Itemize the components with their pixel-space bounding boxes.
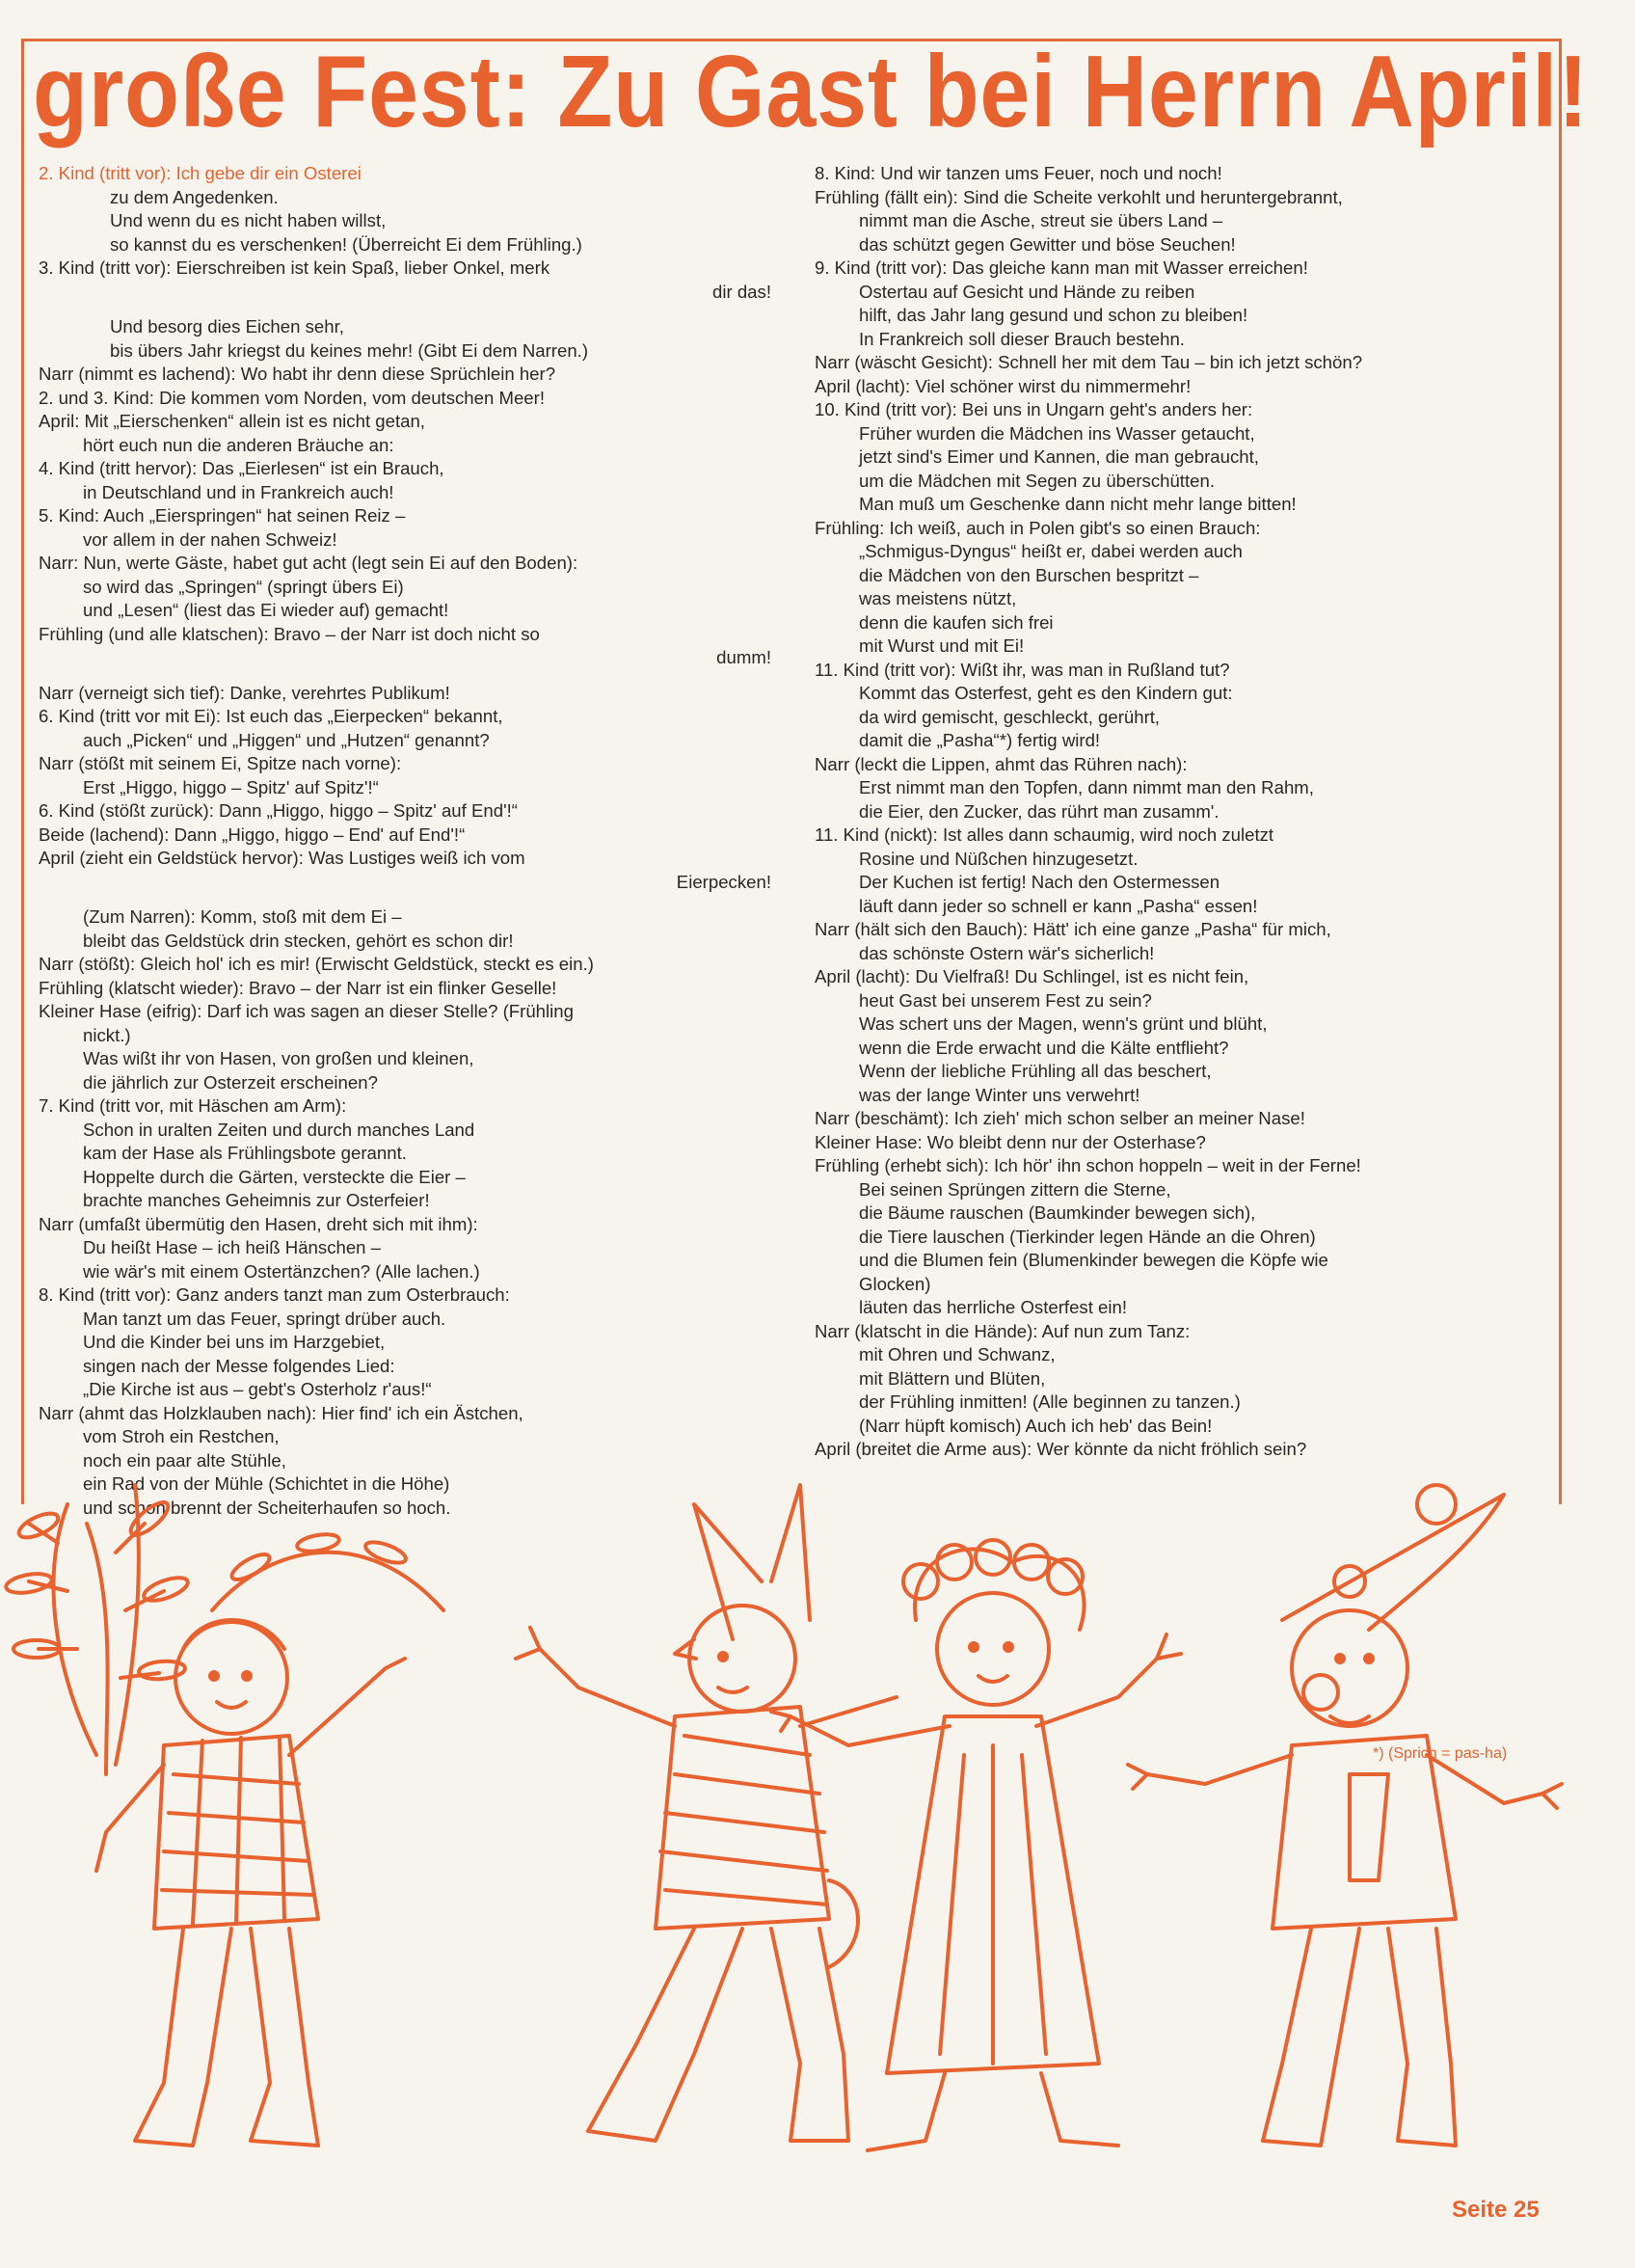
text-line: bis übers Jahr kriegst du keines mehr! (Gibt Ei dem Narren.) (110, 339, 589, 361)
text-line: läuft dann jeder so schnell er kann „Pasha“ essen! (859, 895, 1258, 916)
text-line: In Frankreich soll dieser Brauch bestehn. (859, 328, 1185, 349)
text-line: 3. Kind (tritt vor): Eierschreiben ist kein Spaß, lieber Onkel, merk (39, 257, 550, 278)
text-line: (Zum Narren): Komm, stoß mit dem Ei – (83, 906, 402, 927)
text-line: Narr (wäscht Gesicht): Schnell her mit dem Tau – bin ich jetzt schön? (815, 352, 1363, 372)
text-line: hilft, das Jahr lang gesund und schon zu bleiben! (859, 305, 1248, 325)
text-line: die Bäume rauschen (Baumkinder bewegen sich), (859, 1202, 1256, 1223)
spacer (39, 894, 771, 905)
spacer (39, 304, 771, 315)
text-line: und die Blumen fein (Blumenkinder bewegen die Köpfe wie (859, 1250, 1328, 1270)
page-number: Seite 25 (1452, 2197, 1540, 2223)
text-line: 8. Kind: Und wir tanzen ums Feuer, noch und noch! (815, 163, 1222, 183)
text-line: da wird gemischt, geschleckt, gerührt, (859, 706, 1161, 727)
text-line: mit Blättern und Blüten, (859, 1367, 1046, 1389)
text-line: Bei seinen Sprüngen zittern die Sterne, (859, 1178, 1171, 1200)
text-line: damit die „Pasha“*) fertig wird! (859, 730, 1101, 750)
text-line: Frühling (erhebt sich): Ich hör' ihn schon hoppeln – weit in der Ferne! (815, 1155, 1361, 1175)
text-line: Eierpecken! (676, 871, 771, 892)
text-line: Frühling: Ich weiß, auch in Polen gibt's so einen Brauch: (815, 517, 1261, 538)
text-line: April (lacht): Du Vielfraß! Du Schlingel, ist es nicht fein, (815, 966, 1249, 986)
text-line: Narr (umfaßt übermütig den Hasen, dreht sich mit ihm): (39, 1213, 478, 1234)
text-line: Und wenn du es nicht haben willst, (110, 210, 387, 230)
text-line: 2. und 3. Kind: Die kommen vom Norden, vom deutschen Meer! (39, 387, 546, 408)
text-line: Narr (klatscht in die Hände): Auf nun zum Tanz: (815, 1320, 1191, 1341)
spacer (39, 670, 771, 682)
text-line: 4. Kind (tritt hervor): Das „Eierlesen“ ist ein Brauch, (39, 458, 444, 478)
text-line: Früher wurden die Mädchen ins Wasser getaucht, (859, 422, 1255, 444)
text-line: April (lacht): Viel schöner wirst du nimmermehr! (815, 375, 1192, 396)
text-line: dir das! (712, 281, 771, 302)
tree-child-figure (5, 1485, 443, 2146)
text-line: Und besorg dies Eichen sehr, (110, 316, 344, 337)
text-line: jetzt sind's Eimer und Kannen, die man gebraucht, (859, 446, 1259, 467)
text-line: Was schert uns der Magen, wenn's grünt und blüht, (859, 1013, 1268, 1034)
text-line: so kannst du es verschenken! (Überreicht Ei dem Frühling.) (110, 233, 582, 255)
text-line: in Deutschland und in Frankreich auch! (83, 481, 394, 502)
text-line: 2. Kind (tritt vor): Ich gebe dir ein Osterei (39, 163, 362, 183)
illustration-dancing-children (0, 1466, 1635, 2199)
text-line: Frühling (klatscht wieder): Bravo – der Narr ist ein flinker Geselle! (39, 977, 557, 998)
text-line: das schönste Ostern wär's sicherlich! (859, 942, 1155, 963)
text-line: 7. Kind (tritt vor, mit Häschen am Arm): (39, 1095, 347, 1116)
text-line: die Tiere lauschen (Tierkinder legen Hände an die Ohren) (859, 1226, 1316, 1247)
text-line: noch ein paar alte Stühle, (83, 1449, 286, 1471)
text-line: Der Kuchen ist fertig! Nach den Ostermessen (859, 872, 1220, 892)
text-line: der Frühling inmitten! (Alle beginnen zu tanzen.) (859, 1391, 1241, 1412)
text-line: 6. Kind (tritt vor mit Ei): Ist euch das „Eierpecken“ bekannt, (39, 706, 503, 726)
text-line: nimmt man die Asche, streut sie übers Land – (859, 210, 1223, 230)
text-line: Narr (ahmt das Holzklauben nach): Hier find' ich ein Ästchen, (39, 1402, 523, 1423)
text-line: wie wär's mit einem Ostertänzchen? (Alle lachen.) (83, 1260, 480, 1282)
text-line: Narr: Nun, werte Gäste, habet gut acht (legt sein Ei auf den Boden): (39, 553, 578, 573)
text-line: Und die Kinder bei uns im Harzgebiet, (83, 1332, 386, 1352)
right-column (815, 162, 1549, 1462)
flower-girl-figure (771, 1540, 1181, 2150)
text-line: und schon brennt der Scheiterhaufen so hoch. (83, 1497, 451, 1518)
text-line: Frühling (und alle klatschen): Bravo – der Narr ist doch nicht so (39, 623, 540, 644)
text-line: April: Mit „Eierschenken“ allein ist es nicht getan, (39, 411, 425, 431)
text-line: bleibt das Geldstück drin stecken, gehört es schon dir! (83, 930, 514, 951)
jester-child-figure (1128, 1485, 1562, 2146)
text-line: hört euch nun die anderen Bräuche an: (83, 434, 394, 455)
text-line: Rosine und Nüßchen hinzugesetzt. (859, 848, 1139, 869)
text-line: Beide (lachend): Dann „Higgo, higgo – End' auf End'!“ (39, 824, 466, 845)
text-line: läuten das herrliche Osterfest ein! (859, 1297, 1128, 1317)
text-line: 8. Kind (tritt vor): Ganz anders tanzt man zum Osterbrauch: (39, 1284, 510, 1305)
text-line: mit Ohren und Schwanz, (859, 1344, 1056, 1364)
text-line: nickt.) (83, 1024, 131, 1045)
text-line: was der lange Winter uns verwehrt! (859, 1084, 1140, 1105)
text-line: 10. Kind (tritt vor): Bei uns in Ungarn geht's anders her: (815, 399, 1253, 419)
text-line: kam der Hase als Frühlingsbote gerannt. (83, 1143, 407, 1163)
text-line: was meistens nützt, (859, 588, 1017, 608)
text-line: singen nach der Messe folgendes Lied: (83, 1355, 395, 1376)
text-line: 6. Kind (stößt zurück): Dann „Higgo, higgo – Spitz' auf End'!“ (39, 800, 518, 821)
text-line: Schon in uralten Zeiten und durch manches Land (83, 1119, 475, 1140)
text-line: um die Mädchen mit Segen zu überschütten. (859, 470, 1215, 491)
text-line: (Narr hüpft komisch) Auch ich heb' das Bein! (859, 1415, 1213, 1436)
text-line: auch „Picken“ und „Higgen“ und „Hutzen“ genannt? (83, 729, 490, 750)
text-line: Frühling (fällt ein): Sind die Scheite verkohlt und heruntergebrannt, (815, 186, 1343, 207)
text-line: Kleiner Hase (eifrig): Darf ich was sagen an dieser Stelle? (Frühling (39, 1001, 574, 1021)
text-line: das schützt gegen Gewitter und böse Seuchen! (859, 233, 1236, 255)
text-line: Hoppelte durch die Gärten, versteckte die Eier – (83, 1166, 466, 1187)
text-line: mit Wurst und mit Ei! (859, 635, 1025, 656)
text-line: Narr (stößt): Gleich hol' ich es mir! (Erwischt Geldstück, steckt es ein.) (39, 954, 594, 974)
text-line: Kommt das Osterfest, geht es den Kindern gut: (859, 683, 1233, 703)
text-line: Narr (beschämt): Ich zieh' mich schon selber an meiner Nase! (815, 1108, 1305, 1128)
text-line: vom Stroh ein Restchen, (83, 1426, 280, 1446)
text-line: 11. Kind (nickt): Ist alles dann schaumig, wird noch zuletzt (815, 824, 1274, 845)
text-line: „Die Kirche ist aus – gebt's Osterholz r'aus!“ (83, 1379, 432, 1399)
text-line: ein Rad von der Mühle (Schichtet in die Höhe) (83, 1473, 450, 1494)
text-line: die jährlich zur Osterzeit erscheinen? (83, 1071, 378, 1093)
rabbit-child-figure (516, 1485, 897, 2141)
text-line: April (breitet die Arme aus): Wer könnte da nicht fröhlich sein? (815, 1439, 1307, 1459)
text-line: April (zieht ein Geldstück hervor): Was Lustiges weiß ich vom (39, 848, 525, 868)
footnote: *) (Sprich = pas-ha) (1373, 1745, 1508, 1762)
text-line: „Schmigus-Dyngus“ heißt er, dabei werden auch (859, 541, 1243, 561)
text-line: Was wißt ihr von Hasen, von großen und kleinen, (83, 1048, 474, 1068)
headline: große Fest: Zu Gast bei Herrn April! (33, 35, 1590, 148)
text-line: Erst „Higgo, higgo – Spitz' auf Spitz'!“ (83, 776, 379, 797)
text-line: zu dem Angedenken. (110, 186, 279, 207)
text-line: wenn die Erde erwacht und die Kälte entflieht? (859, 1037, 1229, 1058)
text-line: heut Gast bei unserem Fest zu sein? (859, 989, 1152, 1011)
text-line: Wenn der liebliche Frühling all das beschert, (859, 1061, 1212, 1081)
text-line: so wird das „Springen“ (springt übers Ei) (83, 576, 404, 597)
left-column (39, 162, 771, 1520)
text-line: Kleiner Hase: Wo bleibt denn nur der Osterhase? (815, 1131, 1206, 1152)
text-line: die Eier, den Zucker, das rührt man zusamm'. (859, 800, 1220, 822)
text-line: denn die kaufen sich frei (859, 611, 1054, 633)
text-line: 11. Kind (tritt vor): Wißt ihr, was man in Rußland tut? (815, 659, 1230, 680)
text-line: 5. Kind: Auch „Eierspringen“ hat seinen Reiz – (39, 505, 406, 526)
text-line: Narr (hält sich den Bauch): Hätt' ich eine ganze „Pasha“ für mich, (815, 919, 1331, 939)
text-line: Narr (verneigt sich tief): Danke, verehrtes Publikum! (39, 682, 450, 703)
text-line: vor allem in der nahen Schweiz! (83, 528, 337, 550)
text-line: und „Lesen“ (liest das Ei wieder auf) gemacht! (83, 600, 449, 620)
text-line: Narr (nimmt es lachend): Wo habt ihr denn diese Sprüchlein her? (39, 364, 556, 384)
text-line: dumm! (716, 647, 771, 667)
text-line: 9. Kind (tritt vor): Das gleiche kann man mit Wasser erreichen! (815, 257, 1308, 278)
text-line: die Mädchen von den Burschen bespritzt – (859, 564, 1199, 585)
text-line: Man tanzt um das Feuer, springt drüber auch. (83, 1308, 446, 1329)
text-line: Narr (stößt mit seinem Ei, Spitze nach vorne): (39, 753, 402, 773)
text-line: Ostertau auf Gesicht und Hände zu reiben (859, 281, 1195, 302)
text-line: Glocken) (859, 1273, 931, 1294)
text-line: Du heißt Hase – ich heiß Hänschen – (83, 1237, 382, 1257)
text-line: Narr (leckt die Lippen, ahmt das Rühren nach): (815, 753, 1188, 774)
text-line: brachte manches Geheimnis zur Osterfeier! (83, 1190, 430, 1210)
text-line: Erst nimmt man den Topfen, dann nimmt man den Rahm, (859, 777, 1314, 797)
text-line: Man muß um Geschenke dann nicht mehr lange bitten! (859, 494, 1297, 514)
